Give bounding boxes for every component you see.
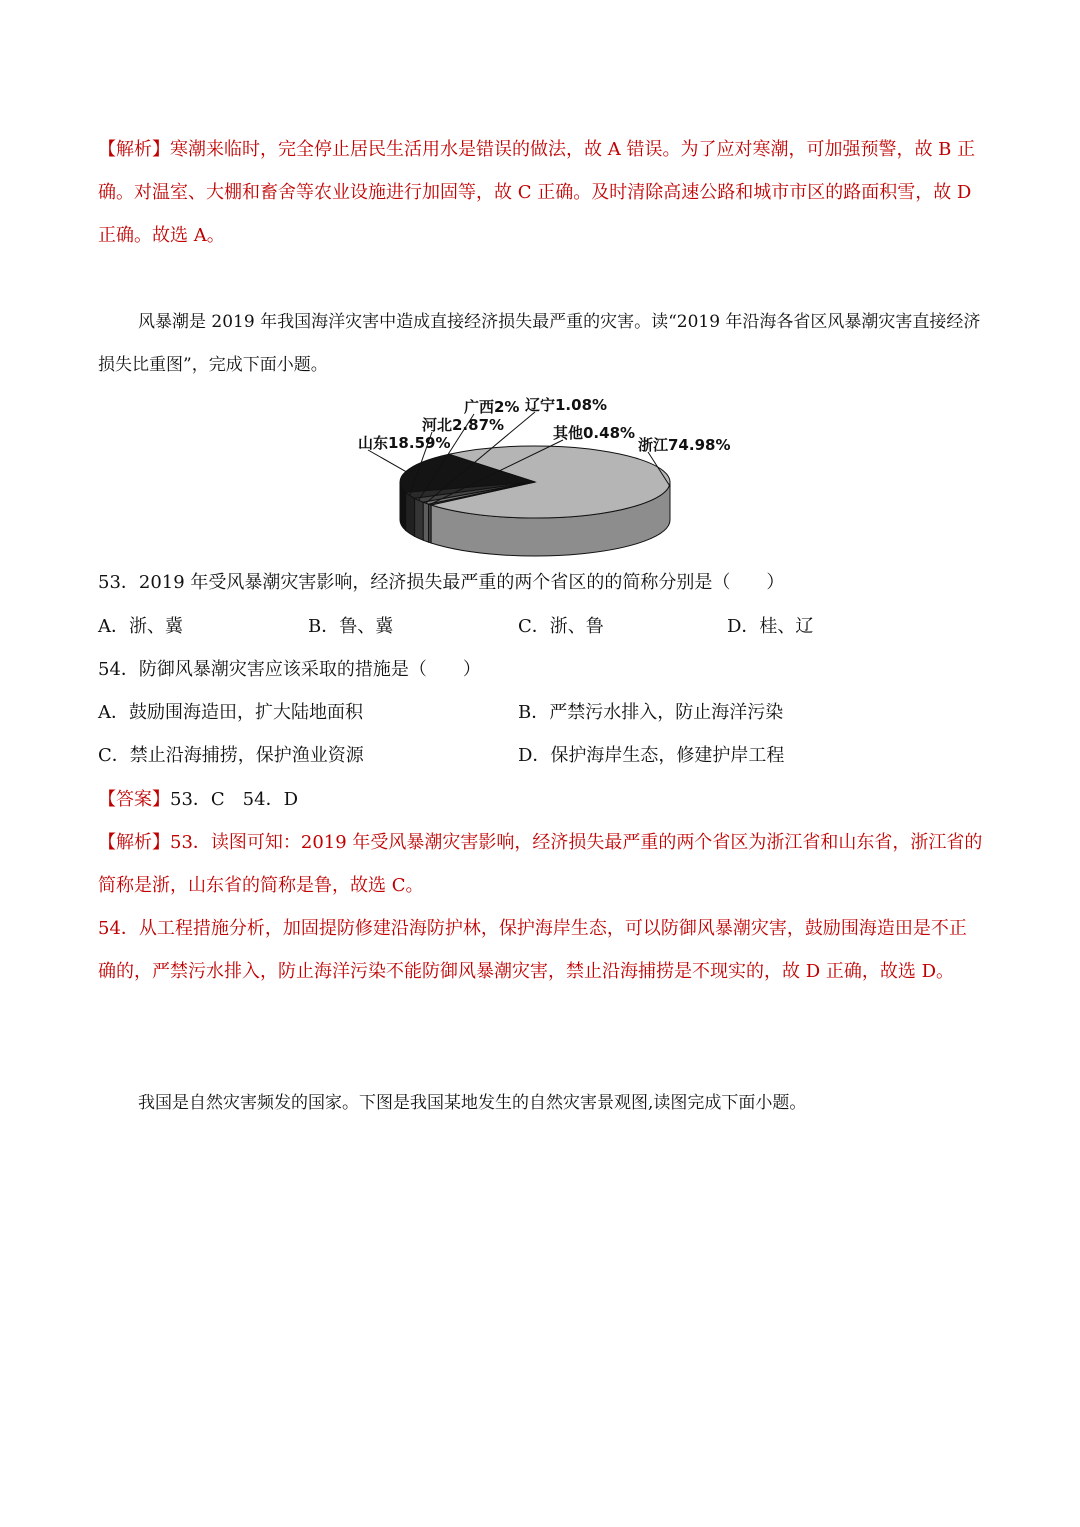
analysis-paragraph-54: 54．从工程措施分析，加固提防修建沿海防护林，保护海岸生态，可以防御风暴潮灾害，鼓励围海造田是不正确的，严禁污水排入，防止海洋污染不能防御风暴潮灾害，禁止沿海捕捞是不现实的，故 D 正确，故选 D。 xyxy=(98,918,967,982)
analysis-paragraph-53 xyxy=(98,821,983,907)
pie-group xyxy=(400,446,670,556)
pie-side-辽宁 xyxy=(423,502,428,542)
q53-option-b[interactable]: B．鲁、冀 xyxy=(308,616,394,637)
pie-side-河北 xyxy=(406,492,415,536)
pie-label-广西: 广西2% xyxy=(464,398,520,416)
q53-option-d[interactable]: D．桂、辽 xyxy=(727,616,814,637)
leader-line-山东 xyxy=(368,450,406,472)
q54-option-c[interactable]: C．禁止沿海捕捞，保护渔业资源 xyxy=(98,745,364,766)
intro-paragraph-2: 我国是自然灾害频发的国家。下图是我国某地发生的自然灾害景观图,读图完成下面小题。 xyxy=(138,1093,807,1113)
analysis-tag-2: 【解析】 xyxy=(98,832,170,853)
pie-side-广西 xyxy=(415,498,424,540)
analysis-text-53: 53．读图可知：2019 年受风暴潮灾害影响，经济损失最严重的两个省区为浙江省和山东省，浙江省的简称是浙，山东省的简称是鲁，故选 C。 xyxy=(98,832,983,896)
pie-label-河北: 河北2.87% xyxy=(422,416,505,434)
intro-paragraph-1: 风暴潮是 2019 年我国海洋灾害中造成直接经济损失最严重的灾害。读“2019 年沿海各省区风暴潮灾害直接经济损失比重图”，完成下面小题。 xyxy=(98,312,981,375)
pie-chart xyxy=(340,390,740,560)
q54-option-a[interactable]: A．鼓励围海造田，扩大陆地面积 xyxy=(98,702,363,723)
answer-line xyxy=(98,788,298,812)
analysis-tag: 【解析】 xyxy=(98,139,170,160)
answer-tag: 【答案】 xyxy=(98,789,170,810)
question-53-stem: 53．2019 年受风暴潮灾害影响，经济损失最严重的两个省区的的简称分别是（ ） xyxy=(98,572,785,593)
question-54-stem: 54．防御风暴潮灾害应该采取的措施是（ ） xyxy=(98,659,481,680)
analysis-text: 寒潮来临时，完全停止居民生活用水是错误的做法，故 A 错误。为了应对寒潮，可加强预警，故 B 正确。对温室、大棚和畜舍等农业设施进行加固等，故 C 正确。及时清除高速公路和城市市区的路面积雪，故 D 正确。故选 A。 xyxy=(98,139,976,246)
q53-option-a[interactable]: A．浙、冀 xyxy=(98,616,183,637)
pie-label-其他: 其他0.48% xyxy=(553,424,636,442)
pie-label-山东: 山东18.59% xyxy=(358,434,451,452)
pie-label-辽宁: 辽宁1.08% xyxy=(525,396,608,414)
pie-label-浙江: 浙江74.98% xyxy=(638,436,731,454)
q54-option-d[interactable]: D．保护海岸生态，修建护岸工程 xyxy=(518,745,785,766)
q53-option-c[interactable]: C．浙、鲁 xyxy=(518,616,604,637)
q54-option-b[interactable]: B．严禁污水排入，防止海洋污染 xyxy=(518,702,784,723)
answer-text: 53．C 54．D xyxy=(170,789,299,810)
analysis-paragraph-1 xyxy=(98,128,983,257)
